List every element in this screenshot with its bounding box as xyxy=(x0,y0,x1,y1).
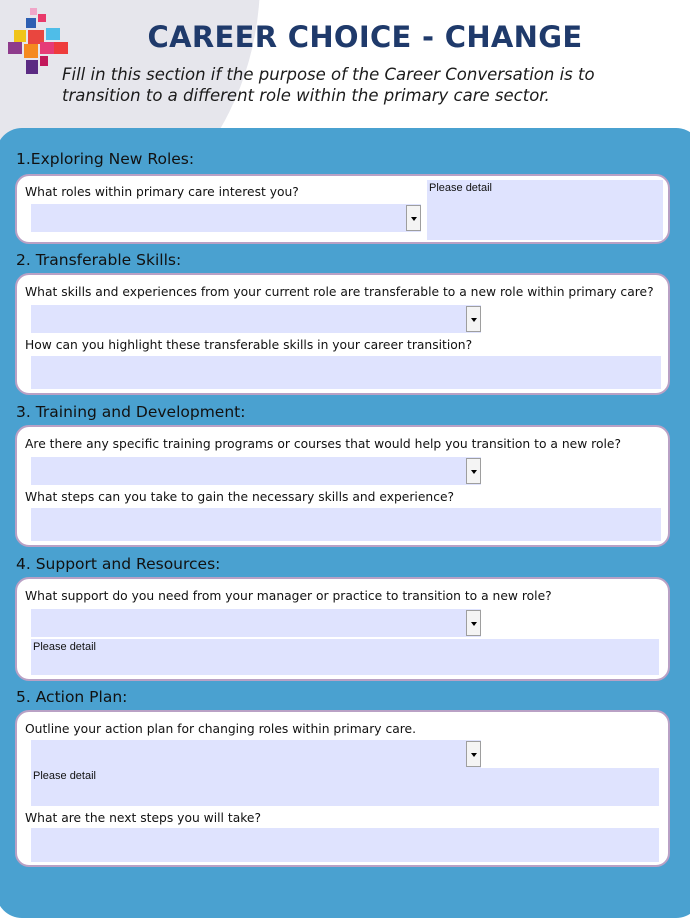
transferable-skills-dropdown[interactable] xyxy=(31,305,481,333)
section-card-transferable-skills xyxy=(15,273,670,395)
section-heading-training: 3. Training and Development: xyxy=(16,403,246,421)
dropdown-arrow-icon[interactable] xyxy=(466,610,481,636)
dropdown-arrow-icon[interactable] xyxy=(466,741,481,767)
question-support-needed: What support do you need from your manager or practice to transition to a new role? xyxy=(25,589,552,603)
detail-placeholder: Please detail xyxy=(33,641,96,653)
section-card-training xyxy=(15,425,670,547)
question-action-plan: Outline your action plan for changing roles within primary care. xyxy=(25,722,417,736)
support-needed-dropdown[interactable] xyxy=(31,609,481,637)
question-transferable-skills: What skills and experiences from your current role are transferable to a new role within primary care? xyxy=(25,285,654,299)
roles-detail-field[interactable] xyxy=(427,180,663,240)
question-gain-skills: What steps can you take to gain the necessary skills and experience? xyxy=(25,490,455,504)
section-heading-transferable-skills: 2. Transferable Skills: xyxy=(16,251,182,269)
highlight-skills-field[interactable] xyxy=(31,356,661,389)
dropdown-arrow-icon[interactable] xyxy=(466,306,481,332)
section-card-exploring-roles xyxy=(15,174,670,244)
action-plan-detail-field[interactable] xyxy=(31,768,659,806)
page-subtitle: Fill in this section if the purpose of the Career Conversation is to transition to a different role within the primary care sector. xyxy=(62,65,595,105)
next-steps-field[interactable] xyxy=(31,828,659,862)
page-title: CAREER CHOICE - CHANGE xyxy=(147,20,583,54)
question-highlight-skills: How can you highlight these transferable skills in your career transition? xyxy=(25,338,473,352)
dropdown-arrow-icon[interactable] xyxy=(466,458,481,484)
section-heading-support: 4. Support and Resources: xyxy=(16,555,221,573)
question-next-steps: What are the next steps you will take? xyxy=(25,811,262,825)
action-plan-dropdown[interactable] xyxy=(31,740,481,768)
roles-interest-dropdown[interactable] xyxy=(31,204,421,232)
question-training-programs: Are there any specific training programs or courses that would help you transition to a new role? xyxy=(25,437,621,451)
section-heading-action-plan: 5. Action Plan: xyxy=(16,688,128,706)
support-detail-field[interactable] xyxy=(31,639,659,675)
training-programs-dropdown[interactable] xyxy=(31,457,481,485)
section-heading-exploring-roles: 1.Exploring New Roles: xyxy=(16,150,195,168)
question-roles-interest: What roles within primary care interest you? xyxy=(25,185,299,199)
detail-placeholder: Please detail xyxy=(33,770,96,782)
detail-placeholder: Please detail xyxy=(429,182,492,194)
section-card-action-plan xyxy=(15,710,670,867)
gain-skills-field[interactable] xyxy=(31,508,661,541)
section-card-support xyxy=(15,577,670,681)
dropdown-arrow-icon[interactable] xyxy=(406,205,421,231)
